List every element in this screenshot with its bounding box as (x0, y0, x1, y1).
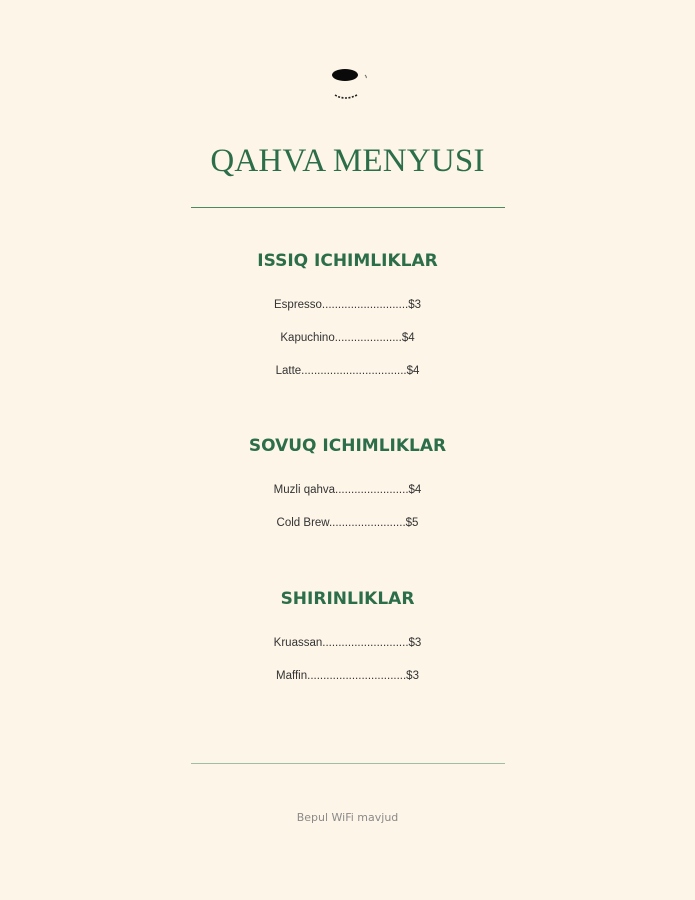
menu-item-kruassan: Kruassan...........................$3 (273, 637, 422, 649)
section-title-hot-drinks: ISSIQ ICHIMLIKLAR (257, 251, 438, 271)
footer-wifi-note: Bepul WiFi mavjud (296, 811, 399, 824)
menu-item-muzli-qahva: Muzli qahva.......................$4 (273, 484, 422, 496)
menu-title: QAHVA MENYUSI (210, 143, 485, 179)
coffee-cup-icon (327, 66, 371, 106)
section-title-cold-drinks: SOVUQ ICHIMLIKLAR (248, 436, 447, 456)
footer-divider (191, 763, 505, 764)
menu-item-espresso: Espresso...........................$3 (274, 299, 421, 311)
title-divider (191, 207, 505, 208)
menu-item-latte: Latte.................................$4 (275, 365, 420, 377)
section-title-desserts: SHIRINLIKLAR (280, 589, 415, 609)
menu-item-cold-brew: Cold Brew........................$5 (276, 517, 419, 529)
menu-item-kapuchino: Kapuchino.....................$4 (280, 332, 415, 344)
menu-item-maffin: Maffin...............................$3 (276, 670, 419, 682)
